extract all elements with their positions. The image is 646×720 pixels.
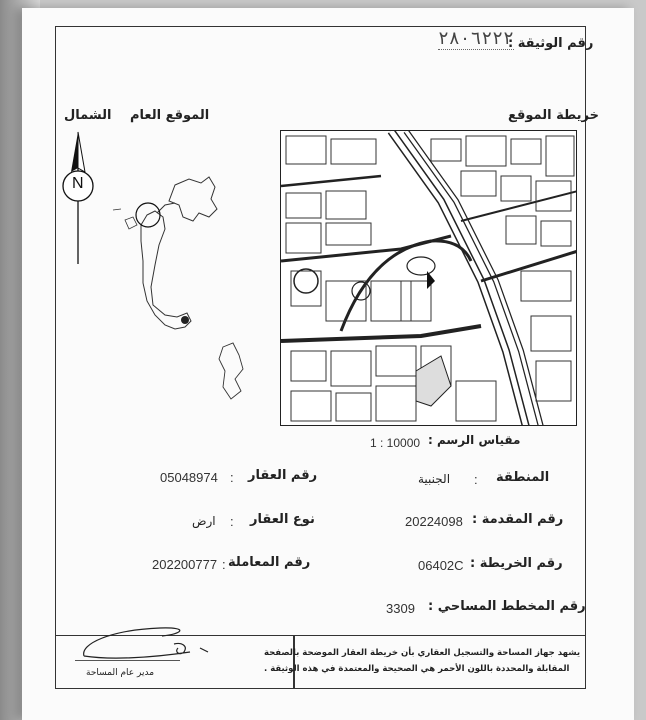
application-number-value: 20224098 (405, 514, 463, 529)
signature-line (75, 660, 180, 661)
region-label: المنطقة (496, 470, 550, 485)
survey-plan-label: رقم المخطط المساحي : (428, 599, 586, 614)
map-number-label: رقم الخريطة : (470, 556, 563, 571)
doc-number-label: رقم الوثيقة : (508, 36, 594, 51)
certification-line-2: المقابلة والمحددة باللون الأحمر هي الصحيحة والمعتمدة في هذه الوثيقة . (264, 664, 570, 674)
certification-line-1: يشهد جهاز المساحة والتسجيل العقاري بأن خريطة العقار الموضحة بالصفحة (264, 648, 581, 658)
property-number-label: رقم العقار (248, 468, 318, 483)
map-number-value: 06402C (418, 558, 464, 573)
property-type-label: نوع العقار (250, 512, 315, 527)
transaction-number-value: 202200777 (152, 557, 218, 572)
property-type-sep: : (230, 514, 234, 529)
certification-divider (293, 636, 295, 688)
property-number-value: 05048974 (160, 470, 218, 485)
general-location-title: الموقع العام (130, 108, 210, 123)
location-map-title: خريطة الموقع (508, 108, 600, 123)
transaction-number-label: رقم المعاملة (228, 555, 311, 570)
general-location-map (105, 165, 255, 410)
transaction-number-sep: : (222, 557, 226, 572)
survey-plan-value: 3309 (386, 601, 415, 616)
property-number-sep: : (230, 470, 234, 485)
north-letter: N (72, 175, 84, 192)
signatory-title: مدير عام المساحة (86, 668, 155, 678)
doc-number-value: ٢٨٠٦٢٢٢ (438, 28, 514, 49)
region-value: الجنبية (418, 472, 451, 486)
application-number-label: رقم المقدمة : (472, 512, 564, 527)
scale-value: 1 : 10000 (370, 436, 421, 450)
scale-label: مقياس الرسم : (428, 433, 521, 447)
north-arrow-icon (60, 130, 96, 270)
region-sep: : (474, 472, 478, 487)
property-type-value: ارض (192, 514, 216, 528)
north-label: الشمال (64, 108, 112, 123)
site-location-map (280, 130, 577, 426)
